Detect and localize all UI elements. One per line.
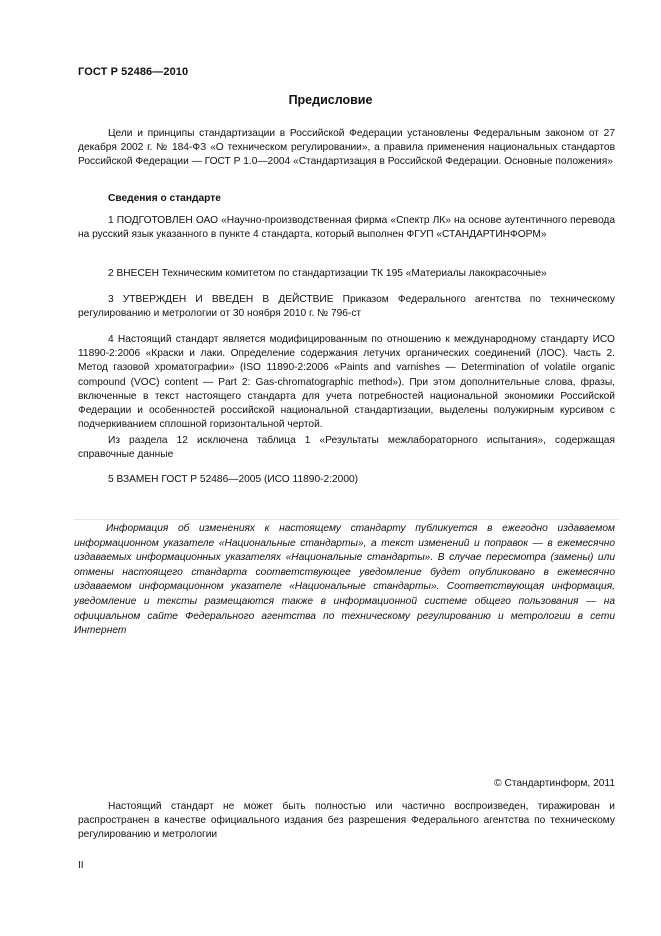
reproduction-notice: Настоящий стандарт не может быть полностью или частично воспроизведен, тиражирован и распространен в качестве официального издания без разрешения Федерального агентства по техническому регулированию и метрологии <box>78 801 615 841</box>
item-1-paragraph: 1 ПОДГОТОВЛЕН ОАО «Научно-производственная фирма «Спектр ЛК» на основе аутентичного перевода на русский язык указанного в пункте 4 стандарта, который выполнен ФГУП «СТАНДАРТИНФОРМ» <box>78 215 615 241</box>
item-4-paragraph: 4 Настоящий стандарт является модифицированным по отношению к международному стандарту ИСО 11890-2:2006 «Краски и лаки. Определение содержания летучих органических соединений (ЛОС). Часть 2. Метод газовой хроматографии» (ISO 11890-2:2006 «Paints and varnishes — Determination of volatile organic compound (VOC) content — Part 2: Gas-chromatographic method»). При этом дополнительные слова, фразы, включенные в текст настоящего стандарта для учета потребностей национальной экономики Российской Федерации и особенностей российской национальной стандартизации, выделены полужирным курсивом с подчеркиванием сплошной горизонтальной чертой. <box>78 334 615 431</box>
intro-paragraph: Цели и принципы стандартизации в Российской Федерации установлены Федеральным законом от 27 декабря 2002 г. № 184-ФЗ «О техническом регулировании», а правила применения национальных стандартов Российской Федерации — ГОСТ Р 1.0—2004 «Стандартизация в Российской Федерации. Основные положения» <box>78 128 615 168</box>
page-number: II <box>78 860 84 871</box>
item-4-note-paragraph: Из раздела 12 исключена таблица 1 «Результаты межлабораторного испытания», содержащая справочные данные <box>78 435 615 461</box>
item-5-paragraph: 5 ВЗАМЕН ГОСТ Р 52486—2005 (ИСО 11890-2:2000) <box>108 474 359 485</box>
divider <box>74 519 619 520</box>
document-number-header: ГОСТ Р 52486—2010 <box>78 66 189 78</box>
standard-info-subheading: Сведения о стандарте <box>108 193 221 204</box>
item-3-paragraph: 3 УТВЕРЖДЕН И ВВЕДЕН В ДЕЙСТВИЕ Приказом Федерального агентства по техническому регулированию и метрологии от 30 ноября 2010 г. № 796-ст <box>78 294 615 320</box>
copyright-line: © Стандартинформ, 2011 <box>494 778 615 789</box>
item-2-paragraph: 2 ВНЕСЕН Техническим комитетом по стандартизации ТК 195 «Материалы лакокрасочные» <box>108 268 547 279</box>
page-title: Предисловие <box>288 93 373 107</box>
information-notice: Информация об изменениях к настоящему стандарту публикуется в ежегодно издаваемом информационном указателе «Национальные стандарты», а текст изменений и поправок — в ежемесячно издаваемых информационных указателях «Национальные стандарты». В случае пересмотра (замены) или отмены настоящего стандарта соответствующее уведомление будет опубликовано в ежемесячно издаваемом информационном указателе «Национальные стандарты». Соответствующая информация, уведомление и тексты размещаются также в информационной системе общего пользования — на официальном сайте Федерального агентства по техническому регулированию и метрологии в сети Интернет <box>74 523 615 637</box>
